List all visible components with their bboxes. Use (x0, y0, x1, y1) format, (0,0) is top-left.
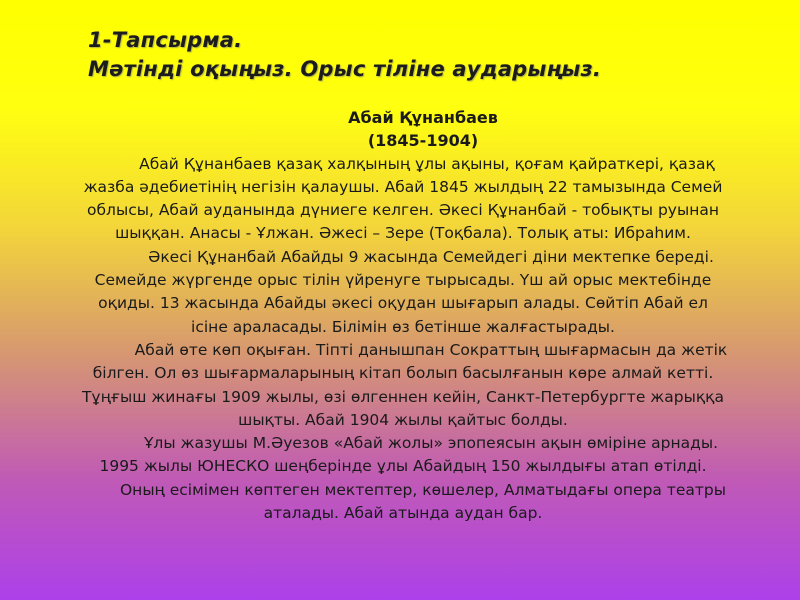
text-line: Семейде жүргенде орыс тілін үйренуге тырысады. Үш ай орыс мектебінде (94, 271, 712, 290)
task-instruction: Мәтінді оқыңыз. Орыс тіліне аударыңыз. (88, 57, 602, 81)
text-line: Оның есімімен көптеген мектептер, көшелер, Алматыдағы опера театры (119, 480, 726, 499)
text-line: Тұңғыш жинағы 1909 жылы, өзі өлгеннен кейін, Санкт-Петербургте жарыққа (81, 387, 725, 406)
text-line: облысы, Абай ауданында дүниеге келген. Әкесі Құнанбай - тобықты руынан (87, 201, 719, 220)
text-line: Абай Құнанбаев қазақ халқының ұлы ақыны, қоғам қайраткері, қазақ (139, 154, 715, 173)
article-text (36, 106, 770, 525)
text-line: Абай өте көп оқыған. Тіпті данышпан Сократтың шығармасын да жетік (134, 340, 728, 359)
text-line: 1995 жылы ЮНЕСКО шеңберінде ұлы Абайдың 150 жылдығы атап өтілді. (99, 457, 707, 476)
text-line: ісіне араласады. Білімін өз бетінше жалғастырады. (191, 317, 615, 336)
article-name: Абай Құнанбаев (348, 108, 498, 127)
text-line: шықты. Абай 1904 жылы қайтыс болды. (238, 410, 568, 429)
text-line: шыққан. Анасы - Ұлжан. Әжесі – Зере (Тоқбала). Толық аты: Ибраһим. (115, 224, 691, 243)
task-heading (88, 26, 601, 84)
text-line: Ұлы жазушы М.Әуезов «Абай жолы» эпопеясын ақын өміріне арнады. (143, 434, 719, 453)
text-line: аталады. Абай атында аудан бар. (263, 504, 543, 523)
text-line: оқиды. 13 жасында Абайды әкесі оқудан шығарып алады. Сөйтіп Абай ел (98, 294, 708, 313)
text-line: жазба әдебиетінің негізін қалаушы. Абай 1845 жылдың 22 тамызында Семей (83, 177, 723, 196)
article-years: (1845-1904) (367, 131, 479, 151)
text-line: Әкесі Құнанбай Абайды 9 жасында Семейдегі діни мектепке береді. (148, 247, 714, 266)
text-line: білген. Ол өз шығармаларының кітап болып басылғанын көре алмай кетті. (92, 364, 714, 383)
task-title: 1-Тапсырма. (88, 28, 243, 52)
